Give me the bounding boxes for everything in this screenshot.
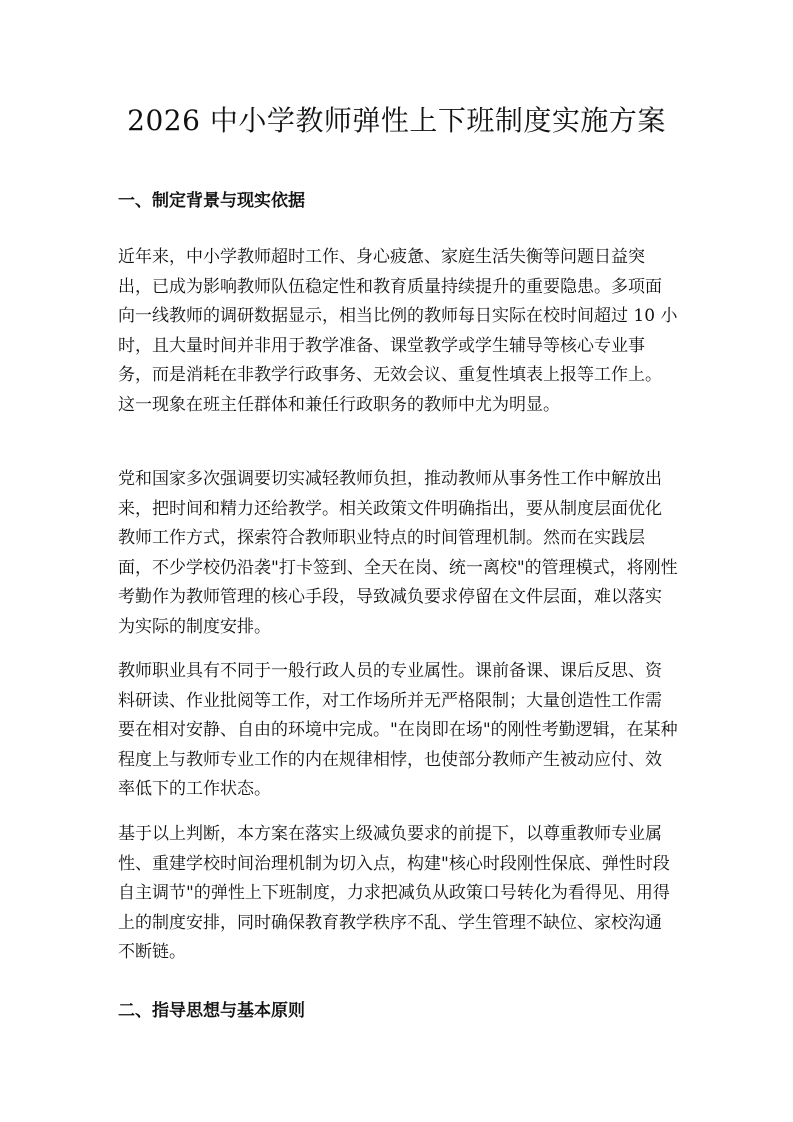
paragraph-background-2: 党和国家多次强调要切实减轻教师负担，推动教师从事务性工作中解放出来，把时间和精力还给教学。相关政策文件明确指出，要从制度层面优化教师工作方式，探索符合教师职业特点的时间管理机制。然而在实践层面，不少学校仍沿袭"打卡签到、全天在岗、统一离校"的管理模式，将刚性考勤作为教师管理的核心手段，导致减负要求停留在文件层面，难以落实为实际的制度安排。: [118, 469, 678, 637]
paragraph-background-3: 教师职业具有不同于一般行政人员的专业属性。课前备课、课后反思、资料研读、作业批阅等工作，对工作场所并无严格限制；大量创造性工作需要在相对安静、自由的环境中完成。"在岗即在场"的刚性考勤逻辑，在某种程度上与教师专业工作的内在规律相悖，也使部分教师产生被动应付、效率低下的工作状态。: [118, 661, 678, 799]
section-heading-principles: 二、指导思想与基本原则: [118, 1001, 305, 1021]
document-title: 2026 中小学教师弹性上下班制度实施方案: [127, 104, 666, 137]
paragraph-background-1: 近年来，中小学教师超时工作、身心疲惫、家庭生活失衡等问题日益突出，已成为影响教师队伍稳定性和教育质量持续提升的重要隐患。多项面向一线教师的调研数据显示，相当比例的教师每日实际在校时间超过 10 小时，且大量时间并非用于教学准备、课堂教学或学生辅导等核心专业事务，而是消耗在非教学行政事务、无效会议、重复性填表上报等工作上。这一现象在班主任群体和兼任行政职务的教师中尤为明显。: [118, 247, 678, 415]
section-heading-background: 一、制定背景与现实依据: [118, 191, 305, 211]
paragraph-background-4: 基于以上判断，本方案在落实上级减负要求的前提下，以尊重教师专业属性、重建学校时间治理机制为切入点，构建"核心时段刚性保底、弹性时段自主调节"的弹性上下班制度，力求把减负从政策口号转化为看得见、用得上的制度安排，同时确保教育教学秩序不乱、学生管理不缺位、家校沟通不断链。: [118, 824, 670, 962]
